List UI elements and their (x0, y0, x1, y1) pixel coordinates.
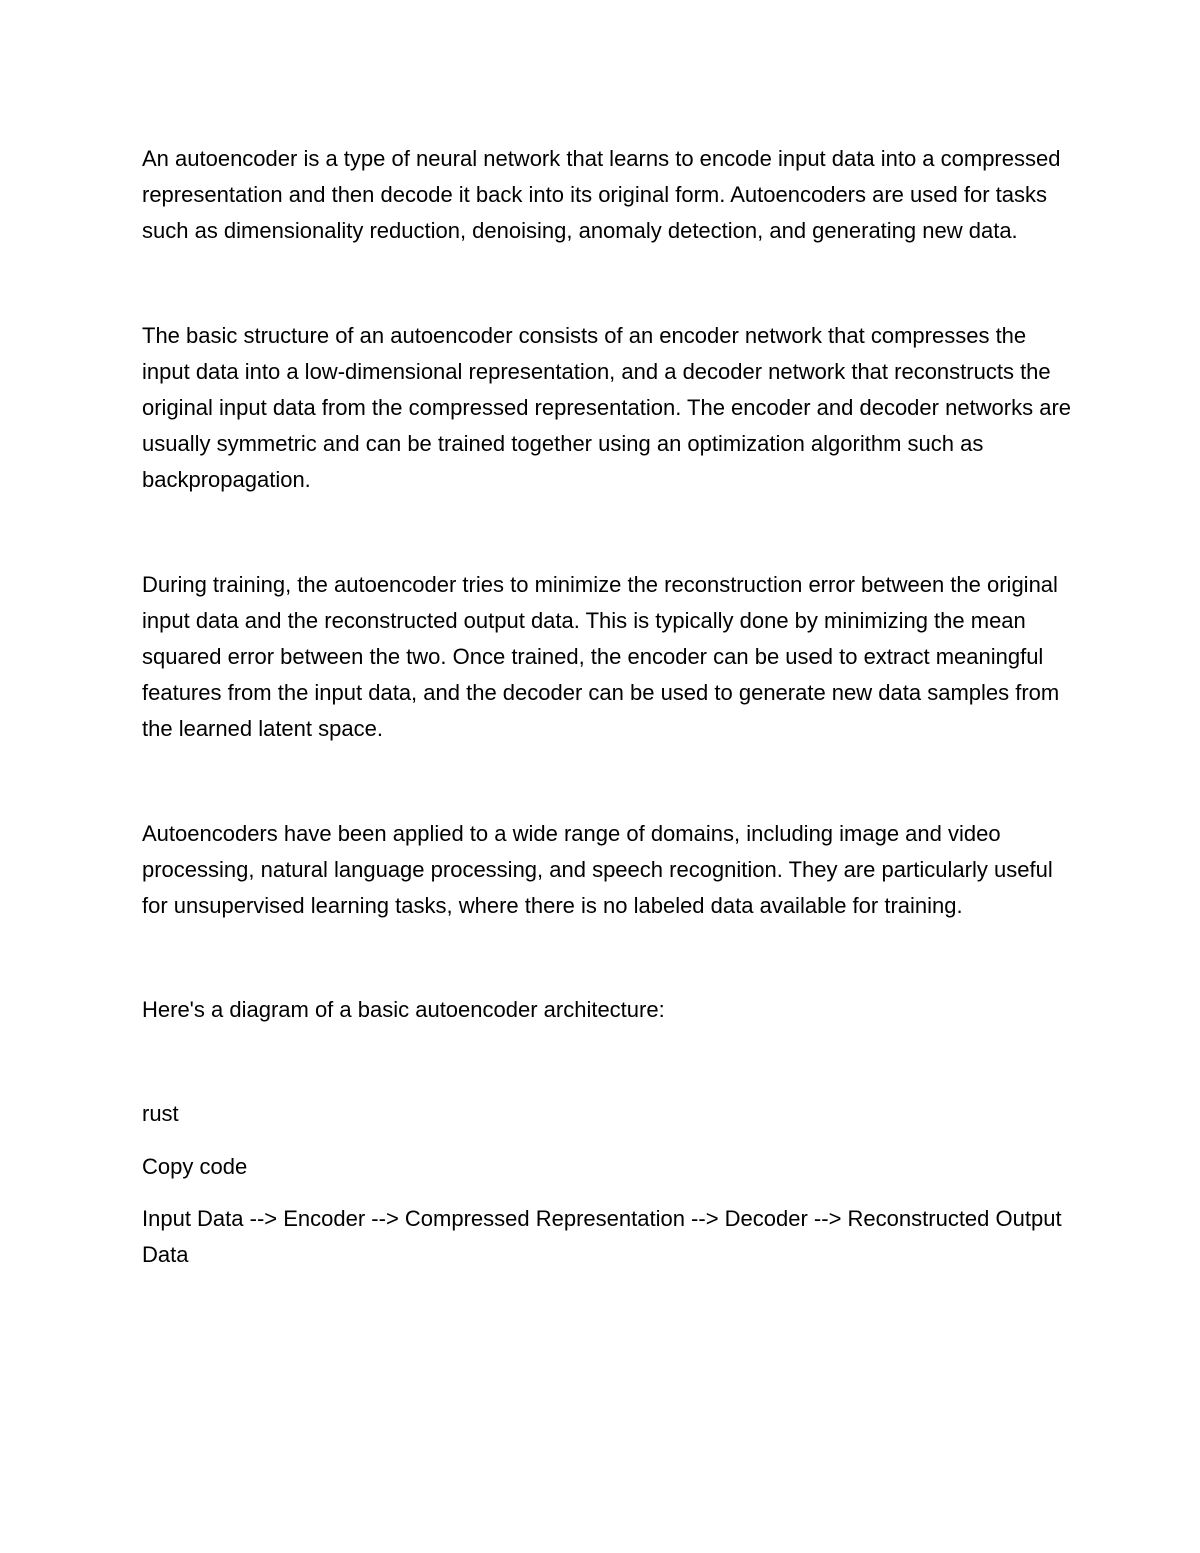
paragraph-training: During training, the autoencoder tries to minimize the reconstruction error between the original input data and the reconstructed output data. This is typically done by minimizing the mean squared error between the two. Once trained, the encoder can be used to extract meaningful features from the input data, and the decoder can be used to generate new data samples from the learned latent space. (142, 571, 1060, 742)
paragraph-diagram-intro: Here's a diagram of a basic autoencoder architecture: (142, 997, 665, 1023)
document-body (142, 141, 1072, 1273)
paragraph-structure: The basic structure of an autoencoder consists of an encoder network that compresses the input data into a low-dimensional representation, and a decoder network that reconstructs the original input data from the compressed representation. The encoder and decoder networks are usually symmetric and can be trained together using an optimization algorithm such as backpropagation. (142, 322, 1072, 493)
architecture-code-line: Input Data --> Encoder --> Compressed Representation --> Decoder --> Reconstructed Output Data (142, 1205, 1062, 1268)
code-language-label: rust (142, 1101, 179, 1127)
paragraph-intro: An autoencoder is a type of neural network that learns to encode input data into a compressed representation and then decode it back into its original form. Autoencoders are used for tasks such as dimensionality reduction, denoising, anomaly detection, and generating new data. (142, 146, 1061, 244)
paragraph-applications: Autoencoders have been applied to a wide range of domains, including image and video processing, natural language processing, and speech recognition. They are particularly useful for unsupervised learning tasks, where there is no labeled data available for training. (142, 820, 1053, 919)
copy-code-text: Copy code (142, 1153, 248, 1179)
